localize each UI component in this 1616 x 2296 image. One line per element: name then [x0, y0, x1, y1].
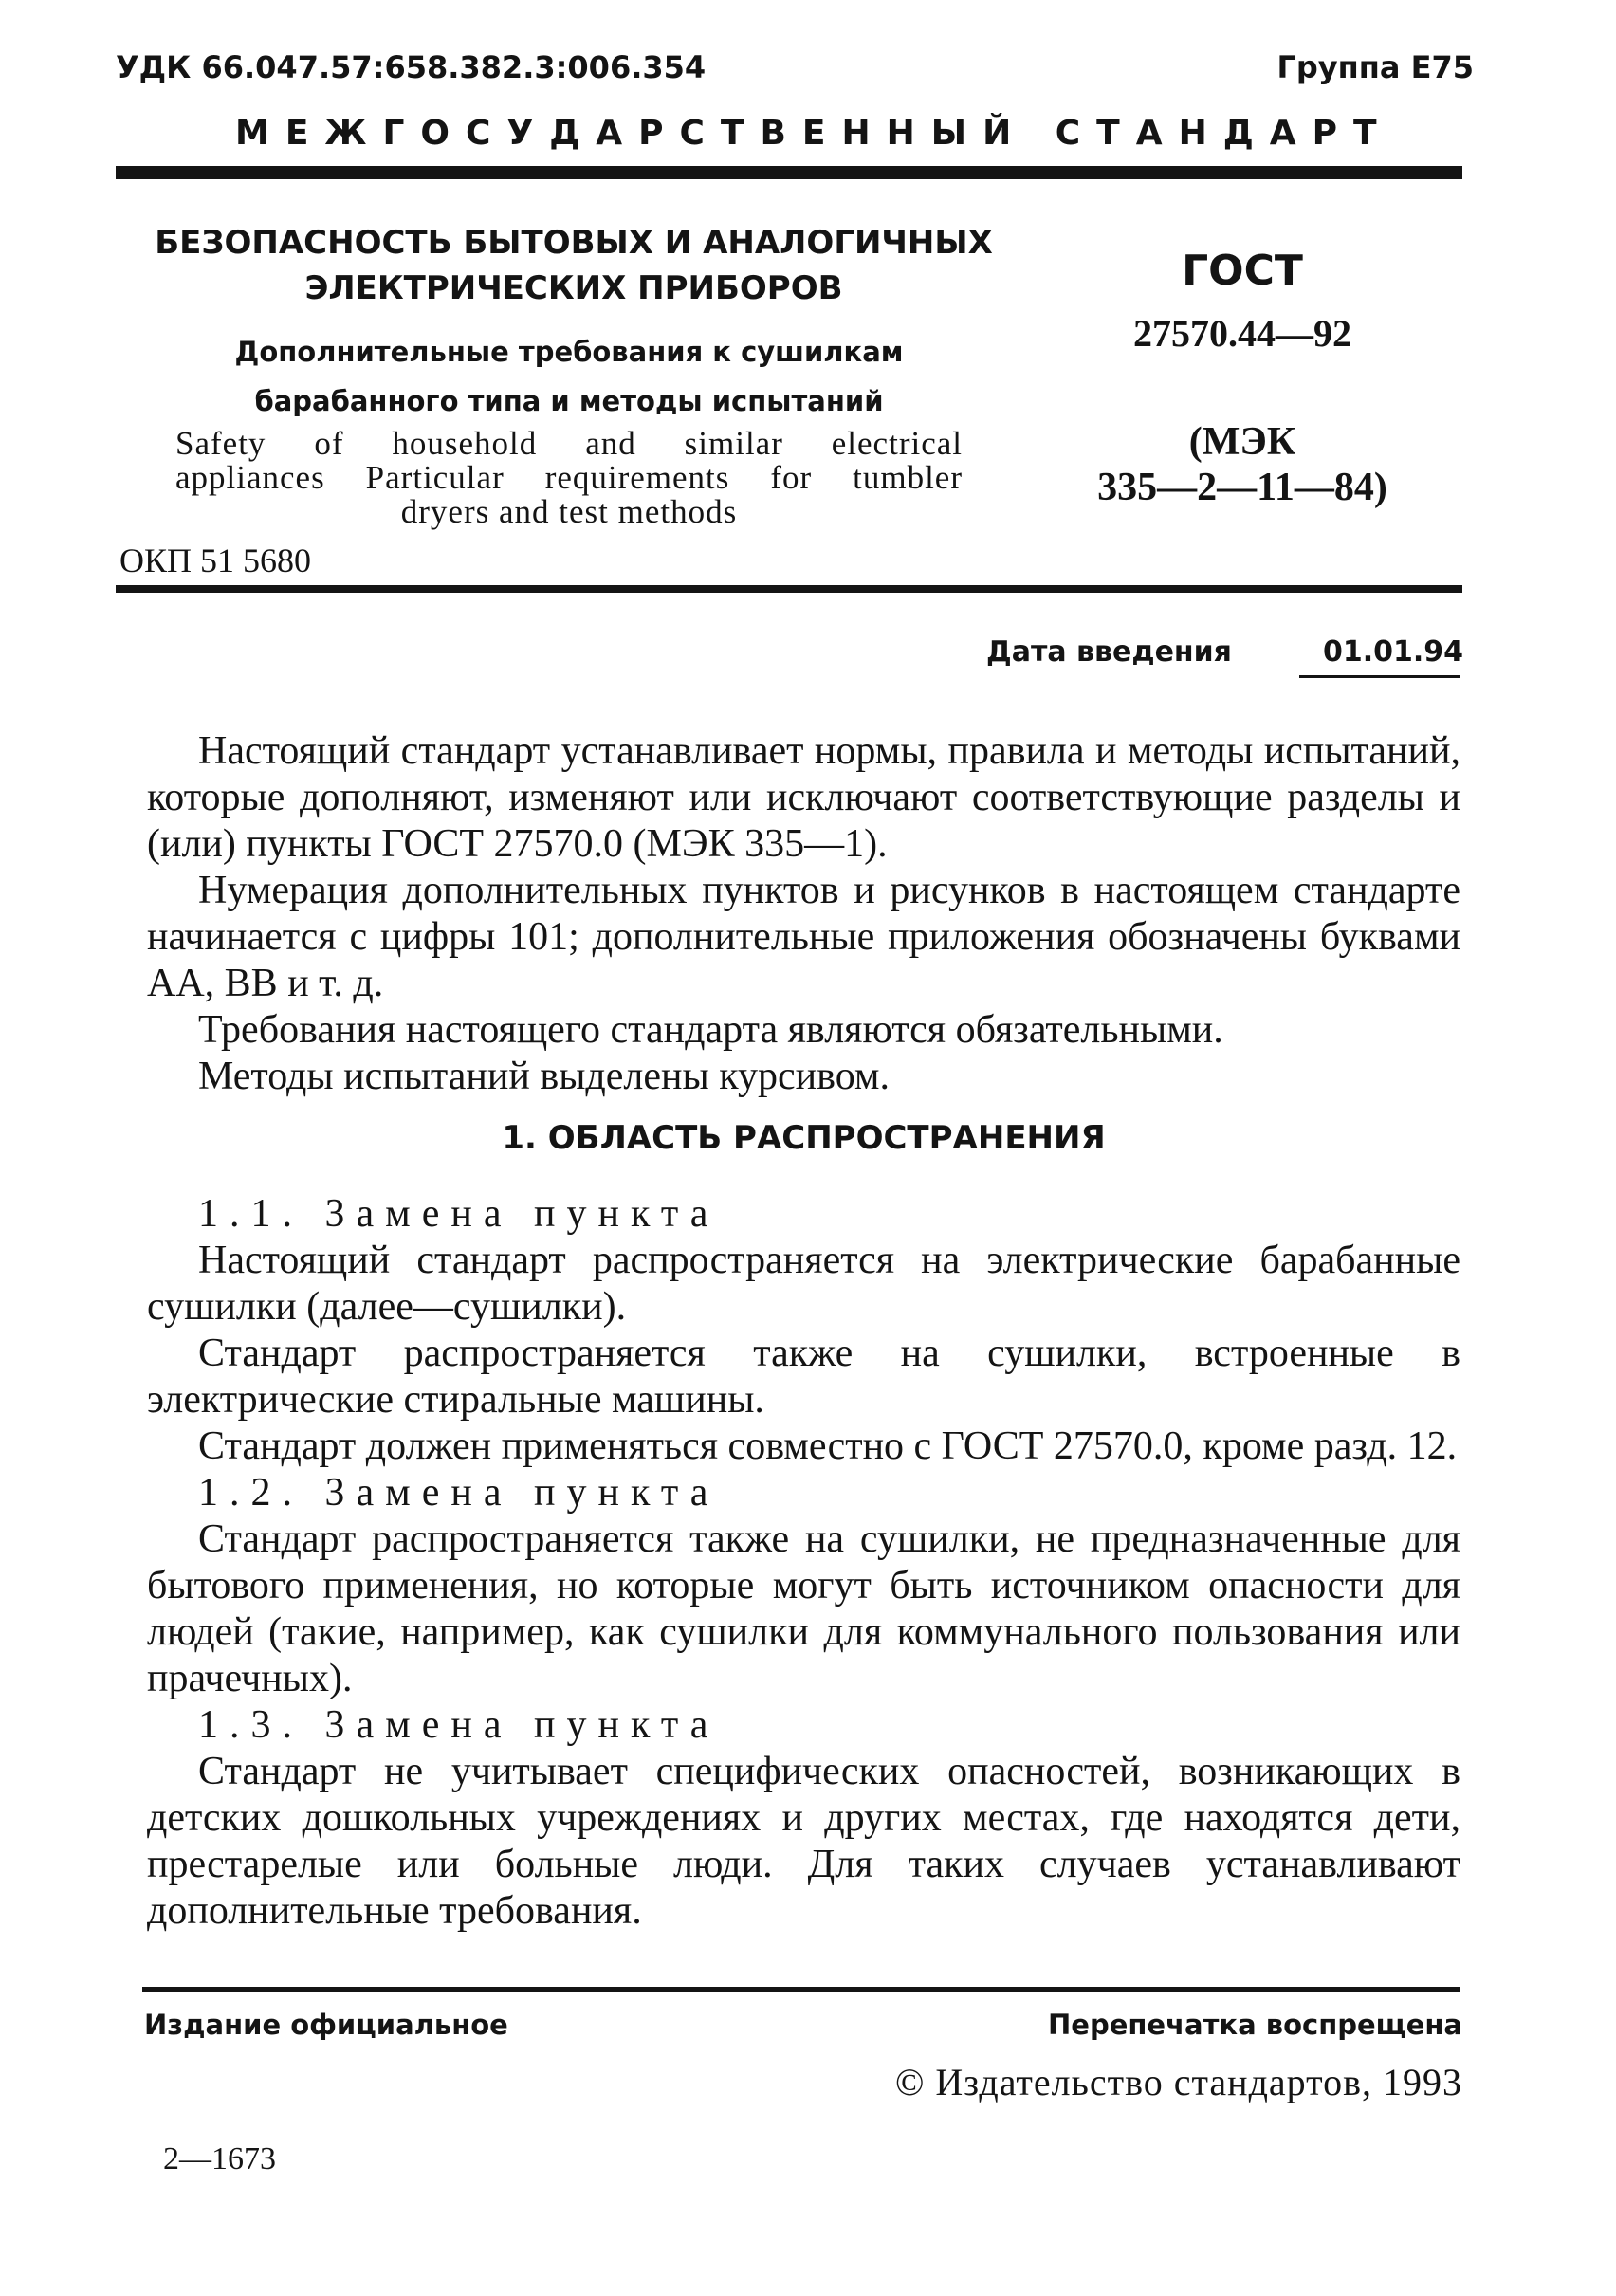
item-1-1-paragraph-2: Стандарт распространяется также на сушилки, встроенные в электрические стиральные машины. — [147, 1332, 1460, 1422]
english-title-line2: appliances Particular requirements for tumbler — [175, 459, 963, 496]
section-1-heading: 1. ОБЛАСТЬ РАСПРОСТРАНЕНИЯ — [502, 1119, 1106, 1157]
top-thick-rule — [116, 166, 1462, 179]
date-value: 01.01.94 — [1323, 635, 1464, 669]
item-1-1-title: 1.1. Замена пункта — [198, 1192, 720, 1236]
doc-title-line2: ЭЛЕКТРИЧЕСКИХ ПРИБОРОВ — [304, 269, 843, 307]
english-title-line1: Safety of household and similar electrical — [175, 425, 963, 462]
reprint-prohibited: Перепечатка воспрещена — [1048, 2009, 1462, 2041]
doc-subtitle-line1: Дополнительные требования к сушилкам — [234, 336, 904, 368]
iec-line2: 335—2—11—84) — [1097, 466, 1387, 509]
gost-number: 27570.44—92 — [1133, 312, 1351, 355]
doc-subtitle — [171, 327, 967, 426]
footer-rule — [142, 1987, 1460, 1992]
udk-code: УДК 66.047.57:658.382.3:006.354 — [116, 49, 707, 85]
doc-subtitle-line2: барабанного типа и методы испытаний — [254, 385, 884, 417]
item-1-3-paragraph-1: Стандарт не учитывает специфических опасностей, возникающих в детских дошкольных учреждениях и других местах, где находятся дети, престарелые или больные люди. Для таких случаев устанавливают дополнительные требования. — [147, 1750, 1460, 1933]
title-block-bottom-rule — [116, 585, 1462, 593]
gost-label: ГОСТ — [1182, 247, 1303, 295]
section-1-body — [147, 1191, 1460, 1935]
date-underline — [1299, 675, 1460, 678]
standard-type-heading: МЕЖГОСУДАРСТВЕННЫЙ СТАНДАРТ — [235, 114, 1393, 153]
item-1-3-title: 1.3. Замена пункта — [198, 1703, 720, 1747]
intro-paragraph-1: Настоящий стандарт устанавливает нормы, правила и методы испытаний, которые дополняют, изменяют или исключают соответствующие разделы и (или) пункты ГОСТ 27570.0 (МЭК 335—1). — [147, 729, 1460, 866]
doc-title — [133, 220, 1015, 311]
item-1-1-paragraph-3: Стандарт должен применяться совместно с ГОСТ 27570.0, кроме разд. 12. — [198, 1424, 1458, 1468]
iec-reference — [1053, 419, 1432, 510]
english-title-line3: dryers and test methods — [400, 493, 738, 530]
date-label: Дата введения — [986, 635, 1232, 669]
print-code: 2—1673 — [163, 2141, 276, 2177]
item-1-1-paragraph-1: Настоящий стандарт распространяется на электрические барабанные сушилки (далее—сушилки). — [147, 1239, 1460, 1329]
intro-paragraph-2: Нумерация дополнительных пунктов и рисунков в настоящем стандарте начинается с цифры 101; дополнительные приложения обозначены буквами АА, ВВ и т. д. — [147, 869, 1460, 1005]
group-code: Группа Е75 — [1276, 49, 1474, 85]
official-edition: Издание официальное — [144, 2009, 508, 2041]
intro-text — [147, 728, 1460, 1100]
copyright: © Издательство стандартов, 1993 — [894, 2061, 1462, 2103]
iec-line1: (МЭК — [1188, 420, 1296, 464]
item-1-2-paragraph-1: Стандарт распространяется также на сушилки, не предназначенные для бытового применения, но которые могут быть источником опасности для людей (такие, например, как сушилки для коммунального пользования или прачечных). — [147, 1517, 1460, 1700]
doc-title-line1: БЕЗОПАСНОСТЬ БЫТОВЫХ И АНАЛОГИЧНЫХ — [155, 224, 993, 262]
intro-paragraph-3: Требования настоящего стандарта являются обязательными. — [198, 1008, 1223, 1052]
english-title — [175, 427, 963, 529]
intro-paragraph-4: Методы испытаний выделены курсивом. — [198, 1055, 890, 1098]
okp-code: ОКП 51 5680 — [119, 542, 312, 579]
item-1-2-title: 1.2. Замена пункта — [198, 1471, 720, 1515]
